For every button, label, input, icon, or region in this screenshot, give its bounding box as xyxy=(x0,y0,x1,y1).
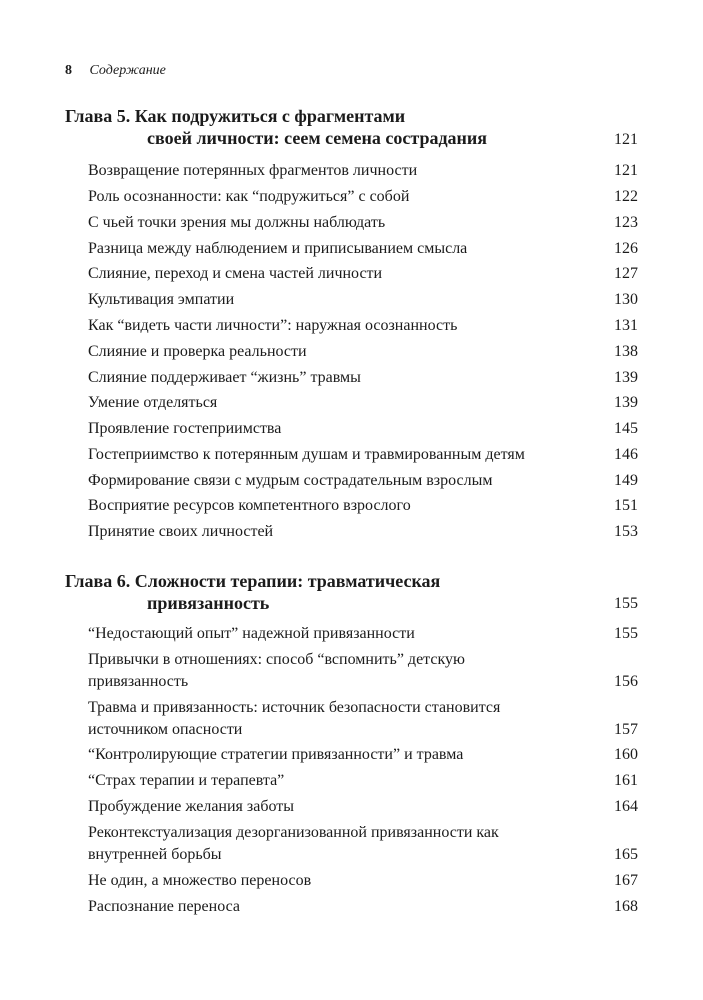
chapter-6-page: 155 xyxy=(614,595,638,612)
toc-entry-text: Привычки в отношениях: способ “вспомнить” детскую привязанность xyxy=(88,651,465,690)
toc-entry xyxy=(88,521,638,543)
toc-entry-text: Восприятие ресурсов компетентного взрослого xyxy=(88,497,411,514)
toc-entry-page: 145 xyxy=(614,420,638,437)
toc-entry-page: 122 xyxy=(614,188,638,205)
toc-entry xyxy=(88,186,638,208)
toc-entry xyxy=(88,796,638,818)
toc-entry-page: 138 xyxy=(614,343,638,360)
chapter-5-page: 121 xyxy=(614,131,638,148)
toc-entry-text: Принятие своих личностей xyxy=(88,523,274,540)
toc-entry xyxy=(88,870,638,892)
toc-entry-text: Проявление гостеприимства xyxy=(88,420,282,437)
page-number: 8 xyxy=(65,63,72,78)
running-head xyxy=(65,63,166,79)
toc-entry-page: 151 xyxy=(614,497,638,514)
toc-entry-text: Не один, а множество переносов xyxy=(88,872,312,889)
toc-entry-page: 153 xyxy=(614,523,638,540)
toc-entry-text: Пробуждение желания заботы xyxy=(88,798,295,815)
chapter-6-title xyxy=(65,570,440,614)
toc-entry-page: 139 xyxy=(614,394,638,411)
toc-entry-text: Роль осознанности: как “подружиться” с собой xyxy=(88,188,410,205)
toc-entry xyxy=(88,418,638,440)
toc-entry-text: “Контролирующие стратегии привязанности” и травма xyxy=(88,746,464,763)
toc-entry xyxy=(88,341,638,363)
toc-entry xyxy=(88,367,638,389)
toc-entry xyxy=(88,315,638,337)
toc-entry-page: 121 xyxy=(614,162,638,179)
toc-entry-text: Умение отделяться xyxy=(88,394,218,411)
toc-entry xyxy=(88,392,638,414)
chapter-6-title-line1: Глава 6. Сложности терапии: травматическая xyxy=(65,571,441,591)
toc-entry-page: 157 xyxy=(614,721,638,738)
toc-entry-page: 168 xyxy=(614,898,638,915)
toc-entry-page: 139 xyxy=(614,369,638,386)
chapter-5-title-line2: своей личности: сеем семена сострадания xyxy=(147,128,488,148)
toc-entry-text: Разница между наблюдением и приписыванием смысла xyxy=(88,240,468,257)
toc-entry-page: 127 xyxy=(614,265,638,282)
toc-entry-text: Культивация эмпатии xyxy=(88,291,235,308)
toc-entry-page: 156 xyxy=(614,673,638,690)
toc-entry-page: 164 xyxy=(614,798,638,815)
toc-entry xyxy=(88,623,638,645)
chapter-5-title xyxy=(65,105,487,149)
toc-entry xyxy=(88,770,638,792)
toc-entry-page: 161 xyxy=(614,772,638,789)
toc-entry-page: 123 xyxy=(614,214,638,231)
toc-entry xyxy=(88,649,638,693)
toc-entry-text: Травма и привязанность: источник безопасности становится источником опасности xyxy=(88,699,501,738)
toc-entry-text: Реконтекстуализация дезорганизованной привязанности как внутренней борьбы xyxy=(88,824,499,863)
toc-entry-text: Гостеприимство к потерянным душам и травмированным детям xyxy=(88,446,525,463)
toc-entry xyxy=(88,212,638,234)
toc-entry xyxy=(88,896,638,918)
toc-entry-page: 126 xyxy=(614,240,638,257)
toc-entry-text: Слияние, переход и смена частей личности xyxy=(88,265,383,282)
toc-entry-text: Слияние поддерживает “жизнь” травмы xyxy=(88,369,361,386)
toc-entry xyxy=(88,444,638,466)
toc-entry xyxy=(88,289,638,311)
section-title: Содержание xyxy=(89,63,166,78)
toc-entry xyxy=(88,263,638,285)
toc-entry-text: Возвращение потерянных фрагментов личности xyxy=(88,162,418,179)
toc-entry-text: Формирование связи с мудрым сострадательным взрослым xyxy=(88,472,493,489)
toc-entry-text: “Страх терапии и терапевта” xyxy=(88,772,285,789)
toc-entry-page: 149 xyxy=(614,472,638,489)
toc-entry-text: Слияние и проверка реальности xyxy=(88,343,307,360)
toc-entry xyxy=(88,697,638,741)
chapter-5-title-line1: Глава 5. Как подружиться с фрагментами xyxy=(65,106,406,126)
toc-entry-page: 160 xyxy=(614,746,638,763)
toc-entry-page: 130 xyxy=(614,291,638,308)
toc-entry xyxy=(88,744,638,766)
toc-entry-text: Распознание переноса xyxy=(88,898,240,915)
toc-entry-page: 131 xyxy=(614,317,638,334)
toc-entry-page: 155 xyxy=(614,625,638,642)
toc-entry xyxy=(88,822,638,866)
toc-entry-text: Как “видеть части личности”: наружная осознанность xyxy=(88,317,458,334)
toc-entry-text: “Недостающий опыт” надежной привязанности xyxy=(88,625,415,642)
toc-entry-page: 167 xyxy=(614,872,638,889)
toc-entry xyxy=(88,470,638,492)
toc-entry xyxy=(88,495,638,517)
chapter-6-title-line2: привязанность xyxy=(147,593,270,613)
toc-entry-page: 165 xyxy=(614,846,638,863)
toc-entry xyxy=(88,238,638,260)
toc-entry xyxy=(88,160,638,182)
toc-entry-page: 146 xyxy=(614,446,638,463)
toc-entry-text: С чьей точки зрения мы должны наблюдать xyxy=(88,214,386,231)
